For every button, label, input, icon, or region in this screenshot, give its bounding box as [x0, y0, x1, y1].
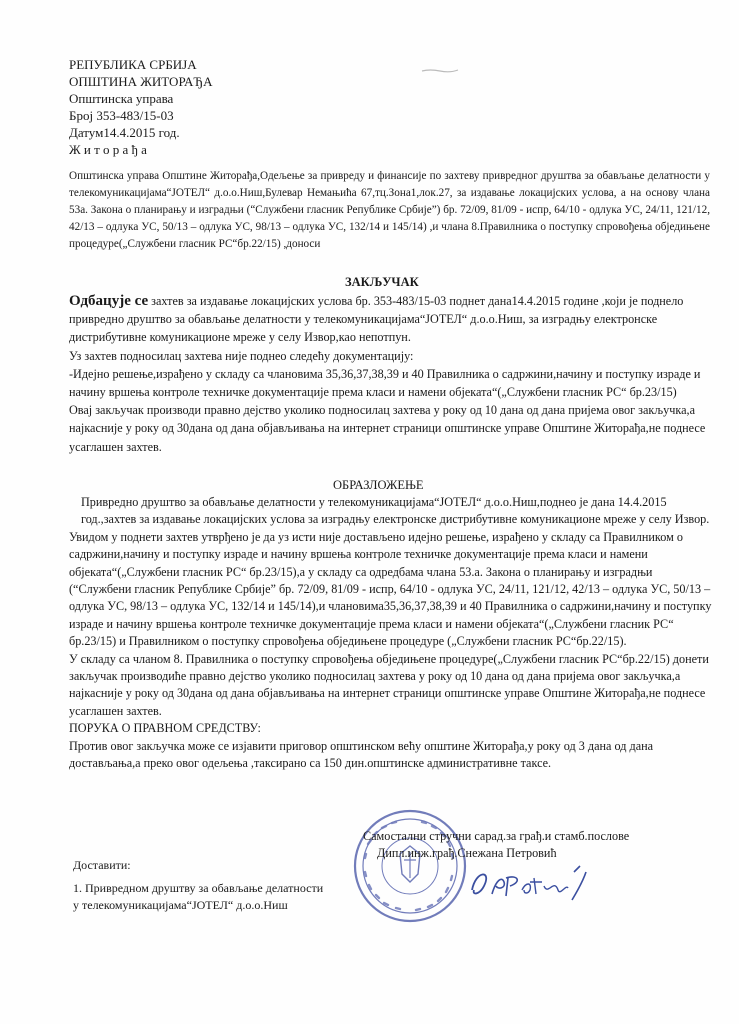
- conclusion-section: [69, 292, 717, 456]
- header-date: Датум14.4.2015 год.: [69, 125, 180, 140]
- official-stamp-icon: [352, 808, 468, 924]
- signature-title: Самостални стручни сарад.за грађ.и стамб.послове: [363, 829, 630, 843]
- delivery-recipient-line-2: у телекомуникацијама“ЈОТЕЛ“ д.о.о.Ниш: [73, 898, 288, 912]
- reasoning-section: [69, 494, 717, 773]
- intro-paragraph: Општинска управа Општине Житорађа,Одељење за привреду и финансије по захтеву привредног друштва за обављање делатности у телекомуникацијама“ЈОТЕЛ“ д.о.о.Ниш,Булевар Немањића 67,тц.Зона1,лок.27, за издавање локацијских услова, а на основу члана 53а. Закона о планирању и изградњи (“Службени гласник Републике Србије”) бр. 72/09, 81/09 - испр, 64/10 - одлука УС, 24/11, 121/12, 42/13 – одлука УС, 50/13 – одлука УС, 98/13 – одлука УС, 132/14 и 145/14) ,и члана 8.Правилника о поступку спровођења обједињене процедуре(„Службени гласник РС“бр.22/15) ,доноси: [69, 170, 710, 250]
- scan-smudge: [420, 68, 460, 74]
- conclusion-heading: ЗАКЉУЧАК: [345, 275, 419, 289]
- signature-block: [363, 828, 629, 862]
- header-municipality: ОПШТИНА ЖИТОРАЂА: [69, 74, 213, 89]
- conclusion-paragraph-4: Овај закључак производи правно дејство уколико подносилац захтева у року од 10 дана од дана пријема овог закључка,а најкасније у року од 30дана од дана објављивања на интернет страници општинске управе Општине Житорађа,не поднесе усаглашен захтев.: [69, 403, 706, 454]
- conclusion-paragraph-3: -Идејно решење,израђено у складу са члановима 35,36,37,38,39 и 40 Правилника о садржини,начину и поступку израде и начину вршења контроле техничке документације према класи и намени објеката“(„Службени гласник РС“ бр.23/15): [69, 366, 701, 400]
- conclusion-p1-text: захтев за издавање локацијских услова бр. 353-483/15-03 поднет дана14.4.2015 године ,који је поднело привредно друштво за обављање делатности у телекомуникацијама“ЈОТЕЛ“ д.о.о.Ниш, за изградњу електронске дистрибутивне комуникационе мреже у селу Извор,као непотпун.: [69, 294, 684, 345]
- header-administration: Општинска управа: [69, 91, 174, 106]
- document-header: [69, 56, 213, 158]
- delivery-recipient-line-1: 1. Привредном друштву за обављање делатности: [73, 881, 324, 895]
- legal-remedy-title: ПОРУКА О ПРАВНОМ СРЕДСТВУ:: [69, 721, 261, 736]
- handwritten-signature-icon: [462, 860, 592, 906]
- header-number: Број 353-483/15-03: [69, 108, 174, 123]
- delivery-block: [73, 857, 323, 914]
- signature-name: Дипл.инж.грађ.Снежана Петровић: [377, 846, 557, 860]
- legal-remedy-text: Против овог закључка може се изјавити приговор општинском већу општине Житорађа,у року од 3 дана од дана достављања,а преко овог одељења ,таксирано са 150 дин.општинске административне таксе.: [69, 738, 654, 771]
- reasoning-heading: ОБРАЗЛОЖЕЊЕ: [333, 478, 424, 492]
- header-republic: РЕПУБЛИКА СРБИЈА: [69, 57, 197, 72]
- conclusion-paragraph-1: [69, 292, 717, 347]
- reasoning-paragraph-2: Увидом у поднети захтев утврђено је да уз исти није достављено идејно решење, израђено у складу са Правилником о садржини,начину и поступку израде и начину вршења контроле техничке документације према класи и намени објеката“(„Службени гласник РС“ бр.23/15),а у складу са одредбама члана 53.а. Закона о планирању и изградњи (“Службени гласник Републике Србије” бр. 72/09, 81/09 - испр, 64/10 - одлука УС, 24/11, 121/12, 42/13 – одлука УС, 50/13 – одлука УС, 98/13 – одлука УС, 132/14 и 145/14),и члановима35,36,37,38,39 и 40 Правилника о садржини,начину и поступку израде и начину вршења контроле техничке документације према класи и намени објеката“(„Службени гласник РС“ бр.23/15) и Правилником о поступку спровођења обједињене процедуре („Службени гласник РС“бр.22/15).: [69, 529, 712, 649]
- header-place: Ж и т о р а ђ а: [69, 142, 147, 157]
- conclusion-lead-word: Одбацује се: [69, 293, 149, 309]
- reasoning-paragraph-3: У складу са чланом 8. Правилника о поступку спровођења обједињене процедуре(„Службени гласник РС“бр.22/15) донети закључак производиће правно дејство уколико подносилац захтева у року од 10 дана од дана пријема овог закључка,а најкасније у року од 30дана од дана објављивања на интернет страници општинске управе Општине Житорађа,не поднесе усаглашен захтев.: [69, 651, 709, 718]
- delivery-title: Доставити:: [73, 858, 131, 872]
- conclusion-paragraph-2: Уз захтев подносилац захтева није поднео следећу документацију:: [69, 348, 414, 363]
- reasoning-paragraph-1: Привредно друштво за обављање делатности у телекомуникацијама“ЈОТЕЛ“ д.о.о.Ниш,поднео је дана 14.4.2015 год.,захтев за издавање локацијских услова за изградњу електронске дистрибутивне комуникационе мреже у селу Извор.: [81, 495, 710, 527]
